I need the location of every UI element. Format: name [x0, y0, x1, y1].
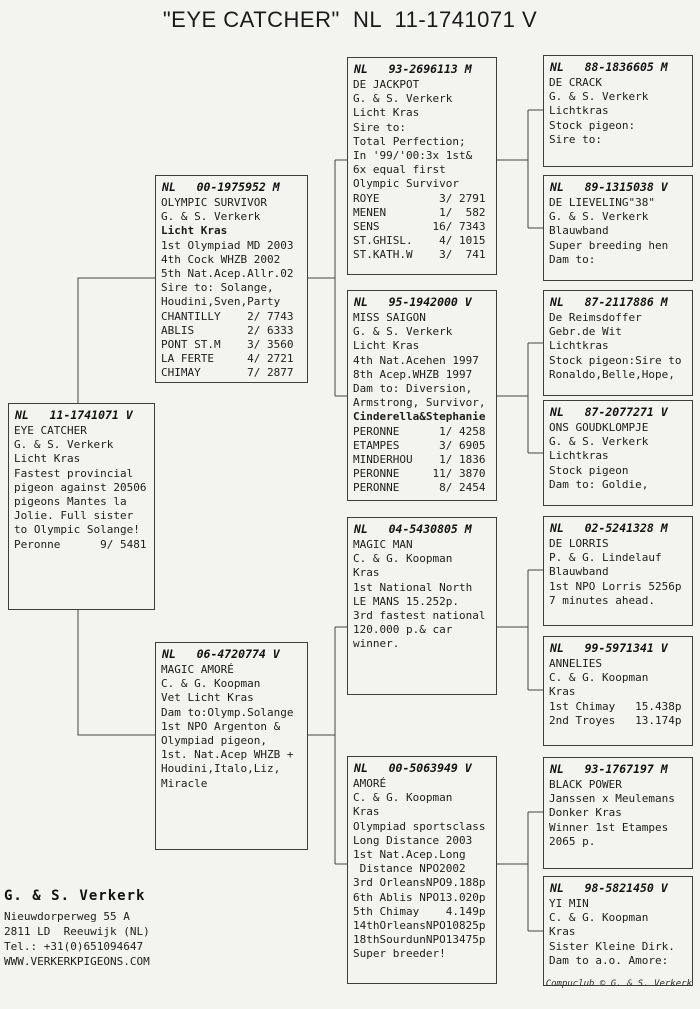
box-text	[348, 777, 496, 962]
text-line: 14thOrleansNPO10825p	[353, 919, 486, 933]
text-line: CHANTILLY 2/ 7743	[161, 309, 294, 323]
text-line: 5th Chimay 4.149p	[353, 904, 486, 918]
text-line: Winner 1st Etampes	[549, 820, 669, 834]
box-text	[544, 778, 692, 849]
text-line: Kras	[549, 685, 576, 699]
text-line: C. & G. Koopman	[549, 671, 649, 685]
text-line: Peronne 9/ 5481	[14, 537, 147, 551]
text-line: Houdini,Sven,Party	[161, 295, 281, 309]
ring-number: NL 89-1315038 V	[550, 180, 668, 194]
pedigree-box-amore	[347, 756, 497, 984]
text-line: 120.000 p.& car	[353, 623, 453, 637]
text-line: Blauwband	[549, 565, 609, 579]
text-line: Kras	[353, 805, 380, 819]
text-line: CHIMAY 7/ 2877	[161, 366, 294, 380]
text-line: Sister Kleine Dirk.	[549, 939, 675, 953]
box-text	[544, 421, 692, 492]
text-line: BLACK POWER	[549, 778, 622, 791]
text-line: Vet Licht Kras	[161, 691, 254, 705]
ring-number: NL 00-1975952 M	[162, 180, 280, 194]
text-line: G. & S. Verkerk	[161, 210, 261, 224]
text-line: pigeon against 20506	[14, 480, 147, 494]
text-line: 2nd Troyes 13.174p	[549, 713, 682, 727]
pedigree-box-de-lorris	[543, 516, 693, 626]
ring-number: NL 93-2696113 M	[354, 62, 472, 76]
text-line: DE LIEVELING"38"	[549, 196, 655, 209]
text-line: Distance NPO2002	[353, 862, 466, 876]
text-line: C. & G. Koopman	[353, 552, 453, 566]
pedigree-box-magic-man	[347, 517, 497, 695]
owner-block	[4, 888, 150, 969]
box-text	[544, 657, 692, 728]
text-line: ONS GOUDKLOMPJE	[549, 421, 649, 434]
connector-grandsire-paternal-bracket	[497, 110, 543, 228]
text-line: 8th Acep.WHZB 1997	[353, 367, 473, 381]
box-text	[156, 196, 307, 381]
text-line: Donker Kras	[549, 806, 622, 820]
connector-subject-sire	[78, 278, 155, 403]
box-text	[544, 76, 692, 147]
ring-number: NL 95-1942000 V	[354, 295, 472, 309]
text-line: 3rd fastest national	[353, 609, 486, 623]
text-line: Dam to: Goldie,	[549, 477, 649, 491]
text-line: C. & G. Koopman	[549, 911, 649, 925]
text-line: Gebr.de Wit	[549, 325, 622, 339]
text-line: 2811 LD Reeuwijk (NL)	[4, 925, 150, 938]
connector-granddam-maternal-bracket	[497, 812, 543, 931]
text-line: De Reimsdoffer	[549, 311, 642, 324]
owner-address	[4, 909, 150, 969]
text-line: P. & G. Lindelauf	[549, 551, 662, 565]
connector-subject-dam	[78, 610, 155, 735]
text-line: DE LORRIS	[549, 537, 609, 550]
pedigree-box-eye-catcher	[8, 403, 155, 610]
text-line: Sire to:	[549, 132, 602, 146]
box-text	[348, 311, 496, 496]
text-line: Stock pigeon:	[549, 118, 636, 132]
text-line: Houdini,Italo,Liz,	[161, 762, 281, 776]
ring-number: NL 99-5971341 V	[550, 641, 668, 655]
text-line: SENS 16/ 7343	[353, 220, 486, 234]
text-line: MISS SAIGON	[353, 311, 426, 324]
box-text	[544, 311, 692, 382]
text-line: Olympiad sportsclass	[353, 819, 486, 833]
text-line: Kras	[549, 925, 576, 939]
text-line: G. & S. Verkerk	[549, 210, 649, 224]
text-line: ABLIS 2/ 6333	[161, 323, 294, 337]
text-line: 1st NPO Argenton &	[161, 719, 281, 733]
page-title: "EYE CATCHER" NL 11-1741071 V	[162, 7, 538, 32]
text-line: ETAMPES 3/ 6905	[353, 438, 486, 452]
text-line: Olympiad pigeon,	[161, 734, 267, 748]
text-line: G. & S. Verkerk	[549, 435, 649, 449]
text-line: Miracle	[161, 776, 208, 790]
text-line: to Olympic Solange!	[14, 523, 140, 537]
text-line: 1st National North	[353, 580, 473, 594]
text-line: Dam to: Diversion,	[353, 382, 473, 396]
text-line: 1st NPO Lorris 5256p	[549, 579, 682, 593]
connector-dam-bracket	[308, 627, 347, 864]
text-line: LE MANS 15.252p.	[353, 594, 459, 608]
box-text	[544, 537, 692, 608]
text-line: Long Distance 2003	[353, 833, 473, 847]
box-text	[544, 196, 692, 267]
box-text	[156, 663, 307, 791]
text-line: 7 minutes ahead.	[549, 593, 655, 607]
pedigree-box-de-crack	[543, 55, 693, 167]
text-line: 6x equal first	[353, 163, 446, 177]
text-line: G. & S. Verkerk	[549, 90, 649, 104]
text-line: 5th Nat.Acep.Allr.02	[161, 267, 294, 281]
box-text	[348, 78, 496, 263]
text-line: Licht Kras	[353, 339, 420, 353]
ring-number: NL 93-1767197 M	[550, 762, 668, 776]
text-line: ST.KATH.W 3/ 741	[353, 248, 486, 262]
text-line: Olympic Survivor	[353, 177, 459, 191]
text-line: winner.	[353, 637, 400, 651]
text-line: Total Perfection;	[353, 134, 466, 148]
text-line: Janssen x Meulemans	[549, 792, 675, 806]
text-line: In '99/'00:3x 1st&	[353, 149, 473, 163]
text-line: WWW.VERKERKPIGEONS.COM	[4, 955, 150, 968]
text-line: PERONNE 1/ 4258	[353, 424, 486, 438]
text-line: 1st Chimay 15.438p	[549, 699, 682, 713]
ring-number: NL 87-2117886 M	[550, 295, 668, 309]
text-line: YI MIN	[549, 897, 589, 910]
text-line: ANNELIES	[549, 657, 602, 670]
text-line: LA FERTE 4/ 2721	[161, 352, 294, 366]
text-line: Stock pigeon:Sire to	[549, 353, 682, 367]
text-line: Super breeder!	[353, 947, 446, 961]
box-text	[348, 538, 496, 652]
text-line: PERONNE 8/ 2454	[353, 481, 486, 495]
text-line: Cinderella&Stephanie	[353, 410, 486, 424]
text-line: ROYE 3/ 2791	[353, 191, 486, 205]
text-line: 18thSourdunNPO13475p	[353, 933, 486, 947]
text-line: PONT ST.M 3/ 3560	[161, 338, 294, 352]
text-line: Tel.: +31(0)651094647	[4, 940, 144, 953]
text-line: OLYMPIC SURVIVOR	[161, 196, 267, 209]
text-line: 4th Cock WHZB 2002	[161, 252, 281, 266]
text-line: DE CRACK	[549, 76, 602, 89]
pedigree-box-black-power	[543, 757, 693, 869]
ring-number: NL 98-5821450 V	[550, 881, 668, 895]
text-line: G. & S. Verkerk	[14, 438, 114, 452]
connector-sire-bracket	[308, 160, 347, 396]
text-line: Ronaldo,Belle,Hope,	[549, 367, 675, 381]
ring-number: NL 88-1836605 M	[550, 60, 668, 74]
pedigree-box-yi-min	[543, 876, 693, 986]
box-text	[544, 897, 692, 968]
pedigree-box-ons-goudklompje	[543, 400, 693, 506]
text-line: pigeons Mantes la	[14, 495, 127, 509]
text-line: Super breeding hen	[549, 238, 669, 252]
connector-granddam-paternal-bracket	[497, 343, 543, 453]
text-line: Sire to:	[353, 120, 406, 134]
text-line: Dam to:	[549, 252, 596, 266]
text-line: Dam to a.o. Amore:	[549, 953, 669, 967]
text-line: Lichtkras	[549, 449, 609, 463]
text-line: 6th Ablis NPO13.020p	[353, 890, 486, 904]
pedigree-box-de-jackpot	[347, 57, 497, 275]
text-line: 1st Nat.Acep.Long	[353, 848, 466, 862]
text-line: Sire to: Solange,	[161, 281, 274, 295]
pedigree-box-de-lieveling	[543, 175, 693, 281]
ring-number: NL 04-5430805 M	[354, 522, 472, 536]
text-line: MAGIC MAN	[353, 538, 413, 551]
text-line: Dam to:Olymp.Solange	[161, 705, 294, 719]
text-line: 1st. Nat.Acep WHZB +	[161, 748, 294, 762]
text-line: Stock pigeon	[549, 463, 629, 477]
text-line: Jolie. Full sister	[14, 509, 134, 523]
box-text	[9, 424, 154, 552]
text-line: Lichtkras	[549, 104, 609, 118]
ring-number: NL 00-5063949 V	[354, 761, 472, 775]
text-line: Blauwband	[549, 224, 609, 238]
ring-number: NL 11-1741071 V	[15, 408, 133, 422]
compuclub-credit: Compuclub © G. & S. Verkerk	[545, 979, 692, 989]
owner-name: G. & S. Verkerk	[4, 888, 146, 904]
text-line: Lichtkras	[549, 339, 609, 353]
pedigree-box-magic-amore	[155, 642, 308, 850]
text-line: 2065 p.	[549, 834, 596, 848]
text-line: 4th Nat.Acehen 1997	[353, 353, 479, 367]
text-line: C. & G. Koopman	[353, 791, 453, 805]
text-line: Nieuwdorperweg 55 A	[4, 910, 130, 923]
text-line: EYE CATCHER	[14, 424, 87, 437]
pedigree-box-olympic-survivor	[155, 175, 308, 383]
text-line: MENEN 1/ 582	[353, 205, 486, 219]
pedigree-box-annelies	[543, 636, 693, 746]
ring-number: NL 87-2077271 V	[550, 405, 668, 419]
ring-number: NL 06-4720774 V	[162, 647, 280, 661]
ring-number: NL 02-5241328 M	[550, 521, 668, 535]
text-line: DE JACKPOT	[353, 78, 420, 91]
text-line: Licht Kras	[161, 224, 228, 238]
text-line: Licht Kras	[353, 106, 420, 120]
text-line: G. & S. Verkerk	[353, 325, 453, 339]
text-line: Fastest provincial	[14, 466, 134, 480]
text-line: PERONNE 11/ 3870	[353, 467, 486, 481]
text-line: MINDERHOU 1/ 1836	[353, 453, 486, 467]
text-line: Armstrong, Survivor,	[353, 396, 486, 410]
text-line: 3rd OrleansNPO9.188p	[353, 876, 486, 890]
text-line: G. & S. Verkerk	[353, 92, 453, 106]
text-line: C. & G. Koopman	[161, 677, 261, 691]
text-line: Licht Kras	[14, 452, 81, 466]
connector-grandsire-maternal-bracket	[497, 570, 543, 690]
text-line: MAGIC AMORÉ	[161, 663, 234, 676]
text-line: AMORÉ	[353, 777, 387, 790]
text-line: ST.GHISL. 4/ 1015	[353, 234, 486, 248]
text-line: 1st Olympiad MD 2003	[161, 238, 294, 252]
pedigree-box-de-reimsdoffer	[543, 290, 693, 396]
text-line: Kras	[353, 566, 380, 580]
pedigree-box-miss-saigon	[347, 290, 497, 501]
